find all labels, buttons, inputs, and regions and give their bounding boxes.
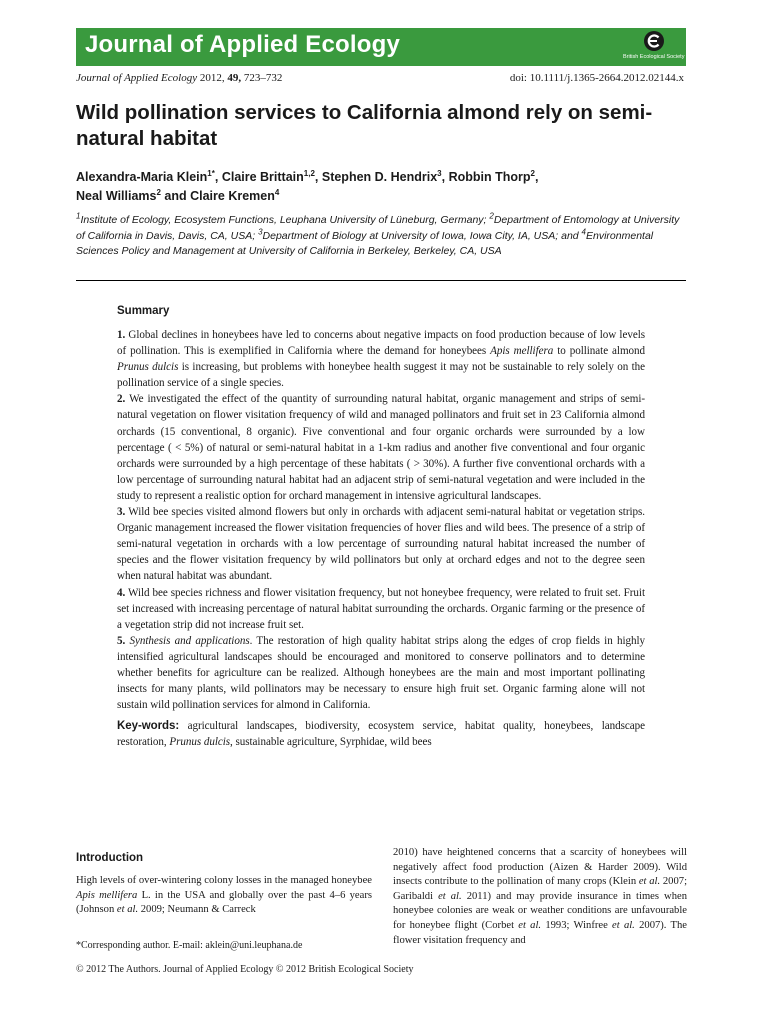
introduction-text-col2 <box>393 846 687 948</box>
text-run: Global declines in honeybees have led to concerns about negative impacts on food production because of low levels of pollination. This is exemplified in California where the demand for honeybees <box>117 329 645 358</box>
citation-pages: 723–732 <box>243 72 283 84</box>
author-list <box>76 168 696 206</box>
text-run: . The restoration of high quality habitat strips along the edges of crop fields in highly intensified agricultural landscapes should be encouraged and monitored to conserve pollinators and to determine whether benefits for agriculture can be realized. Although honeybees are the main and most important pollinating insects for many plants, wild pollinators may be necessary to ensure high fruit set. Organic farming alone will not sustain wild pollination services for almond in California. <box>117 634 645 712</box>
text-run: 2009; Neumann & Carreck <box>138 904 256 916</box>
introduction-text-col1 <box>76 874 372 918</box>
text-run: 2007). The flower visitation frequency and <box>393 919 687 946</box>
text-run: Wild bee species richness and flower visitation frequency, but not honeybee frequency, were related to fruit set. Fruit set increased with increasing percentage of natural habitat surrounding the orchards. Organic farming or the presence of a vegetation strip did not increase fruit set. <box>117 586 645 631</box>
summary-point-number: 1. <box>117 329 126 341</box>
author-affiliation-marker: 4 <box>274 187 280 197</box>
text-run: We investigated the effect of the quantity of surrounding natural habitat, organic management and strips of semi-natural vegetation on flower visitation frequency of wild and managed pollinators and fruit set in 23 California almond orchards (15 conventional, 8 organic). Five conventional and four organic orchards were surrounded by a low percentage ( < 5%) of natural or semi-natural habitat in a 1-km radius and another five conventional and four organic orchards were surrounded by a high percentage of these habitats ( > 30%). A further five conventional orchards with a low percentage of surrounding natural habitat had an adjacent strip of semi-natural vegetation and were included in the study to represent a realistic option for orchard management in intensive agricultural landscapes. <box>117 393 645 502</box>
author-affiliation-marker: 1,2 <box>303 168 315 178</box>
text-run: 2007; Garibaldi <box>393 876 688 902</box>
text-run: 1993; Winfree <box>541 919 613 931</box>
article-title: Wild pollination services to California almond rely on semi-natural habitat <box>76 101 653 150</box>
affiliation-marker: 3 <box>258 227 263 236</box>
summary-point <box>117 633 645 713</box>
italic-text: et al. <box>438 890 462 902</box>
text-run: High levels of over-wintering colony losses in the managed honeybee <box>76 875 372 886</box>
summary-point-number: 2. <box>117 393 126 406</box>
summary-point-number: 3. <box>117 506 126 519</box>
author-separator: , <box>441 170 449 184</box>
italic-text: Apis mellifera <box>490 345 554 358</box>
author-separator: , <box>214 170 222 184</box>
affiliation-text: Institute of Ecology, Ecosystem Functions, Leuphana University of Lüneburg, Germany; <box>80 214 490 226</box>
text-run: Wild bee species visited almond flowers but only in orchards with adjacent semi-natural habitat or vegetation strips. Organic management increased the flower visitation frequencies of hover flies and wild bees. The presence of a strip of semi-natural vegetation in orchards with a low percentage of surrounding natural habitat increased the number of species and the flower visitation frequency by wild pollinators but only at orchard edges and not to the degree seen when natural habitat was abundant. <box>117 506 645 583</box>
affiliation-text: Department of Entomology at University of California in Davis, Davis, CA, USA; <box>76 214 680 242</box>
summary-point <box>117 327 645 391</box>
citation-line <box>76 72 282 84</box>
author-affiliation-marker: 3 <box>437 168 442 178</box>
summary-section <box>117 305 645 750</box>
affiliation-text: Department of Biology at University of Iowa, Iowa City, IA, USA; and <box>262 229 582 242</box>
journal-title: Journal of Applied Ecology <box>85 31 400 58</box>
introduction-heading: Introduction <box>76 852 144 864</box>
affiliation-marker: 4 <box>581 227 586 236</box>
introduction-column-2 <box>393 846 687 948</box>
citation-volume: 49, <box>227 72 242 84</box>
affiliation-marker: 2 <box>489 211 494 221</box>
author-name: Alexandra-Maria Klein <box>76 170 208 184</box>
corresponding-author-footnote: *Corresponding author. E-mail: aklein@uni.leuphana.de <box>76 940 303 951</box>
italic-text: et al. <box>638 876 661 888</box>
author-separator: , <box>534 170 539 184</box>
summary-point <box>117 585 645 633</box>
keywords <box>117 718 645 750</box>
text-run: is increasing, but problems with honeybee health suggest it may not be sustainable to rely solely on the pollination service of a single species. <box>117 361 645 390</box>
affiliation-text: Environmental Sciences Policy and Management at University of California in Berkeley, Berkeley, CA, USA <box>76 229 654 257</box>
italic-text: Synthesis and applications <box>129 634 250 647</box>
author-name: Robbin Thorp <box>448 170 531 184</box>
keywords-list <box>117 720 645 748</box>
author-name: Neal Williams <box>76 189 157 203</box>
citation-year: 2012, <box>199 72 225 84</box>
italic-text: et al. <box>116 904 139 916</box>
italic-text: Prunus dulcis <box>169 736 231 749</box>
italic-text: Apis mellifera <box>76 889 138 901</box>
text-run: 2011) and may provide insurance in times when honeybee colonies are weak or weather conditions are unfavourable for honeybee flight (Corbet <box>393 890 688 931</box>
society-logo <box>623 30 685 64</box>
doi: doi: 10.1111/j.1365-2664.2012.02144.x <box>509 72 684 84</box>
affiliations <box>76 213 691 260</box>
british-ecological-society-logo-icon <box>643 30 665 52</box>
summary-point-number: 5. <box>117 634 126 647</box>
summary-points <box>117 327 645 713</box>
author-affiliation-marker: 1* <box>207 168 215 178</box>
journal-banner <box>76 28 686 66</box>
italic-text: et al. <box>612 919 635 931</box>
summary-point-number: 4. <box>117 586 126 599</box>
summary-point <box>117 504 645 584</box>
introduction-column-1 <box>76 852 372 918</box>
text-run: to pollinate almond <box>553 345 646 358</box>
text-run: agricultural landscapes, biodiversity, ecosystem service, habitat quality, honeybees, landscape restoration, <box>117 720 645 749</box>
author-name: Claire Kremen <box>190 189 275 203</box>
summary-point <box>117 391 645 504</box>
header-divider <box>76 280 686 281</box>
logo-text: British Ecological Society <box>623 54 685 60</box>
italic-text: Prunus dulcis <box>117 361 179 374</box>
author-name: Claire Brittain <box>221 170 304 184</box>
affiliation-marker: 1 <box>76 211 81 221</box>
text-run: 2010) have heightened concerns that a scarcity of honeybees will negatively affect food production (Aizen & Harder 2009). Wild insects contribute to the pollination of many crops (Klein <box>393 847 687 888</box>
citation-journal: Journal of Applied Ecology <box>76 72 198 84</box>
keywords-label: Key-words: <box>117 720 180 733</box>
author-separator: and <box>160 189 191 203</box>
text-run: L. in the USA and globally over the past 4–6 years (Johnson <box>76 889 372 916</box>
summary-heading: Summary <box>117 305 170 317</box>
italic-text: et al. <box>518 919 542 931</box>
author-separator: , <box>314 170 322 184</box>
author-name: Stephen D. Hendrix <box>321 170 438 184</box>
copyright-footer: © 2012 The Authors. Journal of Applied Ecology © 2012 British Ecological Society <box>76 964 414 975</box>
text-run: , sustainable agriculture, Syrphidae, wild bees <box>230 736 432 749</box>
author-affiliation-marker: 2 <box>156 187 161 197</box>
author-affiliation-marker: 2 <box>530 168 535 178</box>
